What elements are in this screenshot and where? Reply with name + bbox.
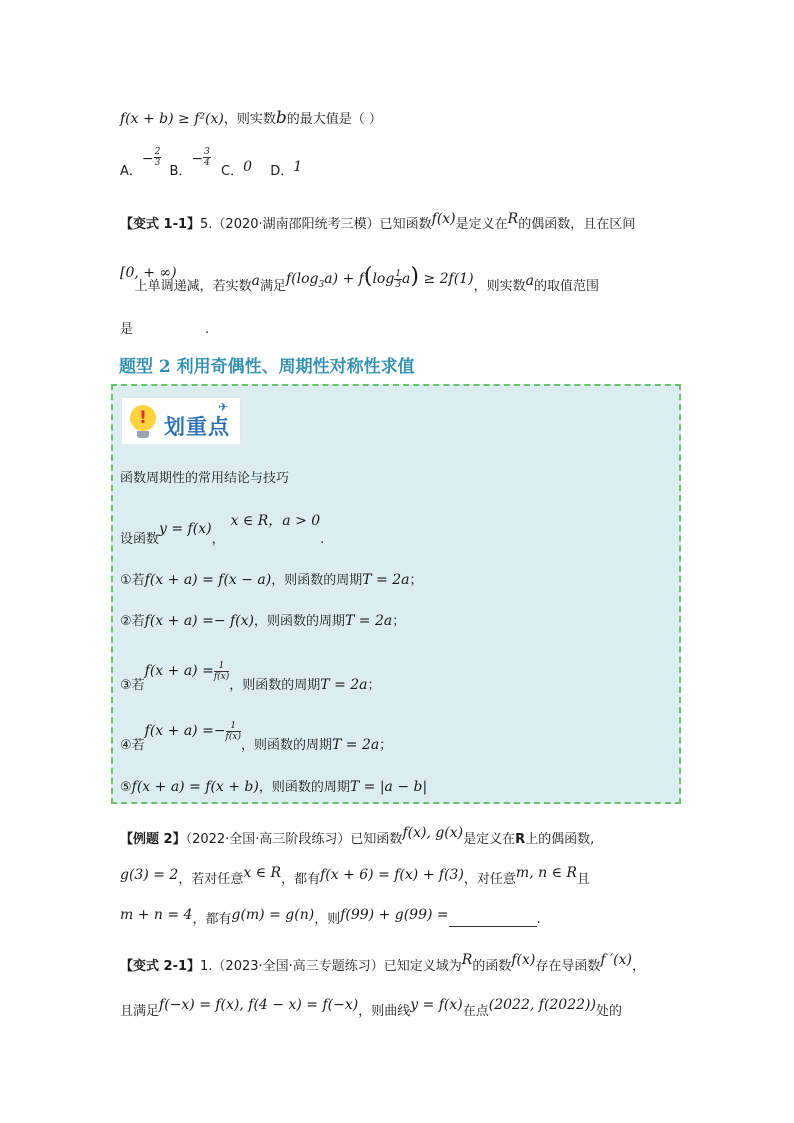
example-2-line3: m + n = 4，都有g(m) = g(n)，则f(99) + g(99) = . [120,907,541,927]
lightbulb-base [137,431,149,438]
option-b[interactable]: B．− $\frac{3}{4}$ [169,147,210,179]
variant-2-1-line1: 【变式 2-1】1.（2023·全国·高三专题练习）已知定义域为R的函数f(x)存在导函数f ′(x)， [120,952,646,974]
section-title: 题型 2 利用奇偶性、周期性对称性求值 [119,357,415,377]
answer-options [120,147,303,182]
option-c[interactable]: C．0 [221,159,253,179]
box-item-5: ⑤f(x + a) = f(x + b)，则函数的周期T = |a − b| [120,779,428,795]
example-2-line1: 【例题 2】（2022·全国·高三阶段练习）已知函数f(x), g(x)是定义在R上的偶函数, [120,825,595,847]
box-item-2: ②若f(x + a) =− f(x)，则函数的周期T = 2a； [120,613,406,629]
box-item-1: ①若f(x + a) = f(x − a)，则函数的周期T = 2a； [120,572,423,588]
option-a[interactable]: A．− $\frac{2}{3}$ [120,147,161,179]
variant-1-1-line3: 是 . [120,322,210,337]
box-item-3: ③若f(x + a) = $\frac{1}{f(x)}$ ，则函数的周期T = 2a； [120,661,381,693]
option-d[interactable]: D．1 [270,159,303,179]
badge-label: 划重点 [164,415,230,439]
variant-2-1-line2: 且满足f(−x) = f(x), f(4 − x) = f(−x)，则曲线y = f(x)在点(2022, f(2022))处的 [120,997,622,1019]
question-1-stem: f(x + b) ≥ f²(x)，则实数b的最大值是（ ） [120,108,382,128]
variant-1-1-line1: 【变式 1-1】5.（2020·湖南邵阳统考三模）已知函数f(x)是定义在R的偶函数，且在区间 [120,211,636,232]
lightbulb-icon: ! [130,405,156,431]
box-setup: 设函数y = f(x)，x ∈ R，a > 0. [120,513,325,547]
box-subtitle: 函数周期性的常用结论与技巧 [120,471,290,486]
math-expression: f(x + b) ≥ f²(x) [120,111,224,127]
key-points-badge [121,397,241,445]
paper-plane-icon: ✈ [218,400,229,414]
box-item-4: ④若f(x + a) =− $\frac{1}{f(x)}$ ，则函数的周期T = 2a； [120,721,393,753]
example-2-line2: g(3) = 2，若对任意x ∈ R，都有f(x + 6) = f(x) + f(3)，对任意m, n ∈ R且 [120,865,590,887]
variant-1-1-line2: [0, + ∞)上单调递减，若实数a满足$f(\log_3a) + f(\log$ $\frac{1}{3}$ a) ≥ 2f(1)，则实数a的取值范围 [120,264,599,294]
answer-blank[interactable] [449,912,537,927]
